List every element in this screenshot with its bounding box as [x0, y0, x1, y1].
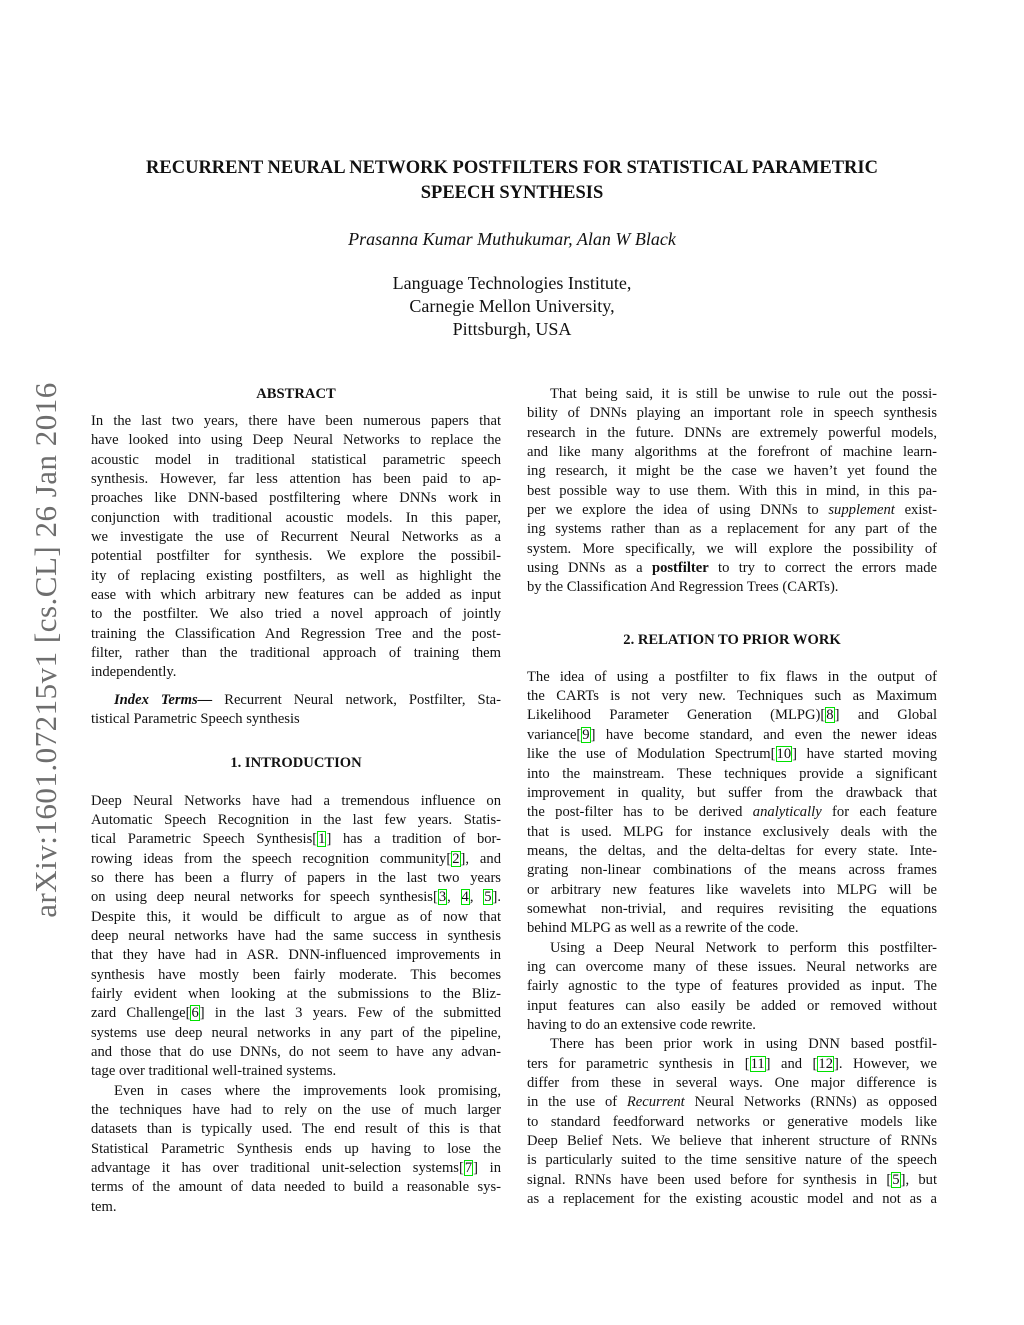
authors: Prasanna Kumar Muthukumar, Alan W Black: [348, 229, 676, 249]
abstract-line: proaches like DNN-based postfiltering where DNNs work in: [91, 490, 501, 507]
citation-link[interactable]: 10: [776, 746, 792, 763]
abstract-line: filter, rather than the traditional approach of training them: [91, 645, 501, 662]
title-line-1: RECURRENT NEURAL NETWORK POSTFILTERS FOR STATISTICAL PARAMETRIC: [146, 158, 878, 178]
affiliation-line-1: Language Technologies Institute,: [392, 273, 632, 293]
abstract-line: synthesis. However, far less attention has been paid to ap-: [91, 471, 501, 488]
abstract-line: acoustic model in traditional statistical parametric speech: [91, 451, 501, 468]
paper-title: [0, 156, 1024, 206]
section-2-paragraph-1: The idea of using a postfilter to fix flaws in the output of the CARTs is not very new. Techniques such as Maximum Likelihood Parameter Generation (MLPG)[8] and Global variance[9] have become standard, and even the newer ideas like the use of Modulation Spectrum[10] have started moving into the mainstream. These techniques provide a significant improvement in quality, but suffer from the drawback that the post-filter has to be derived analytically for each feature that is used. MLPG for instance exclusively deals with the means, the deltas, and the delta-deltas for every state. Inte- grating non-linear combinations of the means across frames or arbitrary new features like wavelets into MLPG will be somewhat non-trivial, and requires revisiting the equations behind MLPG as well as a rewrite of the code.: [527, 668, 938, 937]
abstract-line: we investigate the use of Recurrent Neural Networks as a: [91, 529, 501, 546]
section-2-heading: 2. RELATION TO PRIOR WORK: [623, 631, 841, 648]
citation-link[interactable]: 12: [818, 1055, 833, 1072]
index-terms: Index Terms— Recurrent Neural network, Postfilter, Sta- tistical Parametric Speech synthesis: [91, 691, 501, 728]
abstract-line: conjunction with traditional acoustic models. In this paper,: [91, 509, 501, 526]
citation-link[interactable]: 7: [464, 1160, 473, 1177]
section-2-paragraph-3: There has been prior work in using DNN based postfil- ters for parametric synthesis in [11] and [12]. However, we differ from these in several ways. One major difference is in the use of Recurrent Neural Networks (RNNs) as opposed to standard feedforward networks or generative models like Deep Belief Nets. We believe that inherent structure of RNNs is particularly suited to the time sensitive nature of the speech signal. RNNs have been used before for synthesis in [5], but as a replacement for the existing acoustic model and not as a: [527, 1036, 938, 1208]
affiliation-line-2: Carnegie Mellon University,: [409, 296, 615, 316]
abstract-line: independently.: [91, 664, 177, 681]
citation-link[interactable]: 5: [484, 889, 492, 906]
abstract-line: have looked into using Deep Neural Networks to replace the: [91, 432, 501, 449]
citation-link[interactable]: 4: [461, 889, 469, 906]
arxiv-stamp: arXiv:1601.07215v1 [cs.CL] 26 Jan 2016: [28, 382, 63, 918]
citation-link[interactable]: 5: [892, 1171, 900, 1188]
citation-link[interactable]: 2: [452, 850, 460, 867]
citation-link[interactable]: 1: [318, 831, 326, 848]
citation-link[interactable]: 6: [191, 1005, 199, 1022]
abstract-line: In the last two years, there have been numerous papers that: [91, 413, 501, 429]
citation-link[interactable]: 3: [438, 889, 447, 906]
affiliation-line-3: Pittsburgh, USA: [452, 319, 572, 339]
abstract-line: training the Classification And Regression Tree and the post-: [91, 625, 501, 642]
abstract-line: ity of replacing existing postfilters, as well as highlight the: [91, 567, 501, 584]
intro-paragraph-2: Even in cases where the improvements look promising, the techniques have had to rely on the use of much larger datasets than is typically used. The end result of this is that Statistical Parametric Synthesis ends up having to lose the advantage it has over traditional unit-selection systems[7] in terms of the amount of data needed to build a reasonable sys- tem.: [91, 1082, 501, 1215]
abstract-line: to the postfilter. We also tried a novel approach of jointly: [91, 606, 501, 623]
intro-paragraph-3: That being said, it is still be unwise to rule out the possi- bility of DNNs playing an important role in speech synthesis research in the future. DNNs are extremely powerful models, and like many algorithms at the forefront of machine learn- ing research, it might be the case we haven’t yet found the best possible way to use them. With this in mind, in this pa- per we explore the idea of using DNNs to supplement exist- ing systems rather than as a replacement for any part of the system. More specifically, we will explore the possibility of using DNNs as a postfilter to try to correct the errors made by the Classification And Regression Trees (CARTs).: [527, 386, 938, 596]
citation-link[interactable]: 9: [582, 726, 590, 743]
abstract-body: [91, 412, 501, 683]
left-column: [91, 385, 501, 1217]
title-line-2: SPEECH SYNTHESIS: [420, 183, 604, 203]
section-2-paragraph-2: Using a Deep Neural Network to perform this postfilter- ing can overcome many of these issues. Neural networks are fairly agnostic to the type of features provided as input. The input features can also easily be added or removed without having to do an extensive code rewrite.: [527, 939, 937, 1033]
right-column: [527, 385, 937, 1209]
abstract-heading: ABSTRACT: [256, 386, 336, 402]
index-terms-label: Index Terms—: [114, 691, 213, 708]
affiliation: [0, 272, 1024, 341]
intro-heading: 1. INTRODUCTION: [230, 754, 362, 771]
intro-paragraph-1: Deep Neural Networks have had a tremendous influence on Automatic Speech Recognition in the last few years. Statis- tical Parametric Speech Synthesis[1] has a tradition of bor- rowing ideas from the speech recognition community[2], and so there has been a flurry of papers in the last two years on using deep neural networks for speech synthesis[3, 4, 5]. Despite this, it would be difficult to argue as of now that deep neural networks have had the same success in synthesis that they have had in ASR. DNN-influenced improvements in synthesis have mostly been fairly moderate. This becomes fairly evident when looking at the submissions to the Bliz- zard Challenge[6] in the last 3 years. Few of the submitted systems use deep neural networks in any part of the pipeline, and those that do use DNNs, do not seem to have any advan- tage over traditional well-trained systems.: [91, 792, 502, 1080]
abstract-line: potential postfilter for synthesis. We explore the possibil-: [91, 548, 501, 565]
citation-link[interactable]: 8: [826, 707, 834, 724]
abstract-line: ease with which arbitrary new features can be added as input: [91, 587, 501, 604]
citation-link[interactable]: 11: [750, 1055, 765, 1072]
